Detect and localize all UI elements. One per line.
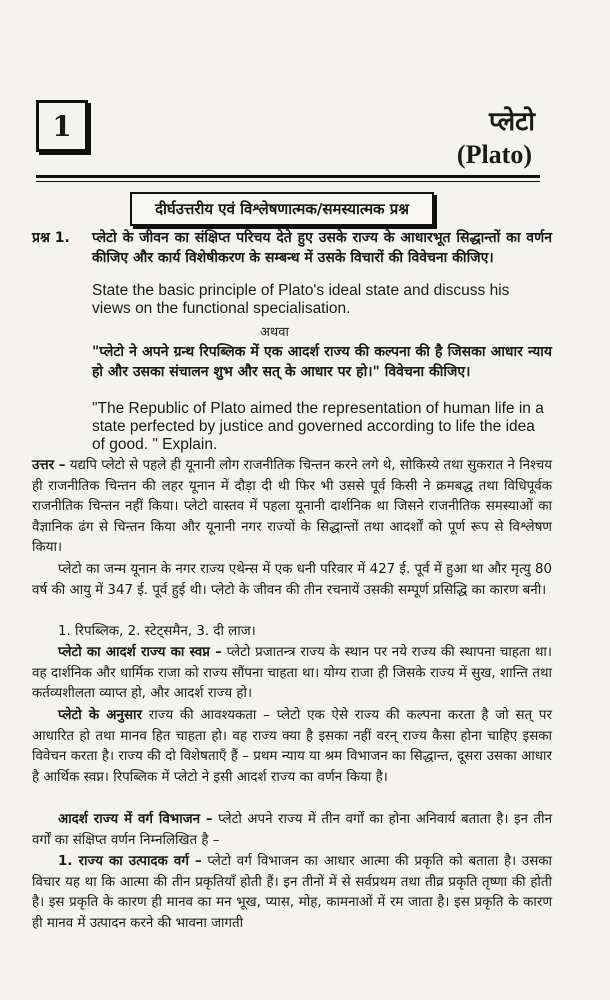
chapter-title-english: (Plato) — [456, 140, 532, 169]
question-label: प्रश्न 1. — [32, 230, 70, 246]
answer-paragraph-2 — [32, 560, 552, 601]
or-separator: अथवा — [260, 325, 289, 340]
question-hindi-1: प्लेटो के जीवन का संक्षिप्त परिचय देते हुए उसके राज्य के आधारभूत सिद्धान्तों का वर्णन कीजिए और कार्य विशेषीकरण के सम्बन्ध में उसके विचारों की विवेचना कीजिए। — [92, 230, 552, 266]
chapter-title-hindi: प्लेटो — [489, 107, 535, 137]
according-to-plato-heading: प्लेटो के अनुसार — [58, 708, 142, 723]
answer-paragraph-5 — [32, 706, 552, 788]
answer-paragraph-6 — [32, 810, 552, 851]
answer-label: उत्तर – — [32, 458, 66, 473]
section-heading-text: दीर्घउत्तरीय एवं विश्लेषणात्मक/समस्यात्मक प्रश्न — [155, 200, 409, 218]
header-rule-thick — [36, 175, 540, 178]
answer-text-4: प्लेटो प्रजातन्त्र राज्य के स्थान पर नये राज्य की स्थापना चाहता था। वह दार्शनिक और धार्मिक राजा को राज्य सौंपना चाहता था। योग्य राजा ही जिसके राज्य में सुख, शान्ति तथा कर्तव्यशीलता व्याप्त हो, और आदर्श राज्य हो। — [32, 645, 552, 702]
chapter-number: 1 — [52, 109, 72, 143]
answer-paragraph-7 — [32, 852, 552, 934]
ideal-state-heading: प्लेटो का आदर्श राज्य का स्वप्न – — [58, 645, 222, 660]
question-hindi-2: "प्लेटो ने अपने ग्रन्थ रिपब्लिक में एक आदर्श राज्य की कल्पना की है जिसका आधार न्याय हो और उसका संचालन शुभ और सत् के आधार पर हो।" विवेचना कीजिए। — [92, 344, 552, 380]
answer-text-2: प्लेटो का जन्म यूनान के नगर राज्य एथेन्स में एक धनी परिवार में 427 ई. पूर्व में हुआ था और मृत्यु 80 वर्ष की आयु में 347 ई. पूर्व हुई थी। प्लेटो के जीवन की तीन रचनायें उसकी सम्पूर्ण प्रसिद्धि का कारण बनी। — [32, 562, 552, 598]
producer-class-heading: 1. राज्य का उत्पादक वर्ग – — [58, 854, 202, 869]
answer-text-6: प्लेटो अपने राज्य में तीन वर्गों का होना अनिवार्य बताता है। इन तीन वर्गों का संक्षिप्त वर्णन निम्नलिखित है – — [32, 812, 552, 848]
class-division-heading: आदर्श राज्य में वर्ग विभाजन – — [58, 812, 213, 827]
answer-text-7: प्लेटो वर्ग विभाजन का आधार आत्मा की प्रकृति को बताता है। उसका विचार यह था कि आत्मा की तीन प्रकृतियाँ होती हैं। इन तीनों में से सर्वप्रथम तथा तीव्र प्रकृति तृष्णा की होती है। इस प्रकृति के कारण ही मानव का मन भूख, प्यास, मोह, कामनाओं में रम जाता है। इस प्रकृति के कारण ही मानव में उत्पादन करने की भावना जागती — [32, 854, 553, 931]
answer-paragraph-1 — [32, 456, 552, 559]
answer-paragraph-4 — [32, 643, 552, 705]
answer-text-1: यद्यपि प्लेटो से पहले ही यूनानी लोग राजनीतिक चिन्तन करने लगे थे, सोकिस्ये तथा सुकरात ने निश्चय ही राजनीतिक चिन्तन की लहर यूनान में दौड़ा दी थी फिर भी उससे पूर्व किसी ने क्रमबद्ध तथा विधिपूर्वक राजनीतिक चिन्तन नहीं किया। प्लेटो वास्तव में पहला यूनानी दार्शनिक था जिसने राजनीतिक समस्याओं का वैज्ञानिक ढंग से चिन्तन किया और यूनानी नगर राज्यों के सिद्धान्तों तथा आदर्शों को पूर्ण रूप से विश्लेषण किया। — [32, 458, 552, 556]
works-list — [32, 622, 552, 643]
question-english-2: "The Republic of Plato aimed the representation of human life in a state perfected by justice and governed according to life the idea of good. " Explain. — [92, 400, 544, 453]
section-heading — [130, 192, 434, 226]
chapter-number-box — [36, 100, 88, 152]
question-english-1: State the basic principle of Plato's ideal state and discuss his views on the functional specialisation. — [92, 282, 510, 317]
answer-text-5: राज्य की आवश्यकता – प्लेटो एक ऐसे राज्य की कल्पना करता है जो सत् पर आधारित हो तथा मानव हित चाहता हो। वह राज्य क्या है इसका नहीं वरन् राज्य कैसा होना चाहिए इसका विवेचन करता है। राज्य की दो विशेषताएँ हैं – प्रथम न्याय या श्रम विभाजन का सिद्धान्त, दूसरा उसका आधार है आर्थिक स्वप्न। रिपब्लिक में प्लेटो ने इसी आदर्श राज्य का वर्णन किया है। — [32, 708, 552, 785]
works-list-text: 1. रिपब्लिक, 2. स्टेट्समैन, 3. दी लाज। — [58, 624, 256, 639]
header-rule-thin — [36, 181, 540, 182]
